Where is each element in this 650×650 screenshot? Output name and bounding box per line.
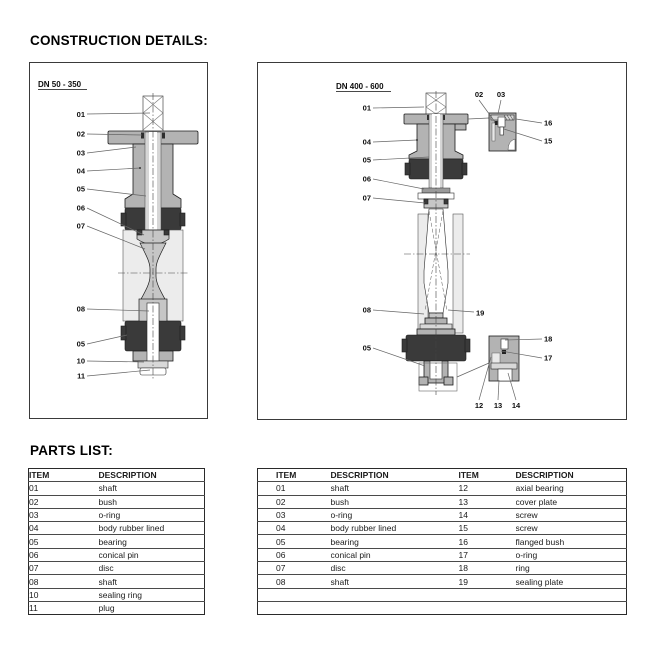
callout-07: 07 xyxy=(362,193,371,203)
diagram-panel-dn50-350 xyxy=(29,62,208,419)
callout-18: 18 xyxy=(544,334,553,344)
callout-03: 03 xyxy=(496,90,506,99)
description-cell: sealing plate xyxy=(516,575,627,588)
description-cell: ring xyxy=(516,562,627,575)
item-cell xyxy=(258,588,331,601)
col-header-description: DESCRIPTION xyxy=(98,470,157,481)
cover-plate-band xyxy=(491,363,517,369)
callout-05: 05 xyxy=(362,155,371,165)
item-cell: 15 xyxy=(459,522,516,535)
valve-drawing-dn50-350 xyxy=(30,63,207,418)
table-row xyxy=(29,508,205,521)
item-cell: 16 xyxy=(459,535,516,548)
diagram-panel-dn400-600 xyxy=(257,62,627,420)
table-row xyxy=(258,548,627,561)
bearing-part xyxy=(501,339,508,349)
item-cell: 11 xyxy=(29,601,99,614)
callout-11: 11 xyxy=(77,371,85,381)
valve-drawing-dn400-600 xyxy=(258,63,626,419)
item-cell: 06 xyxy=(258,548,331,561)
callout-19: 19 xyxy=(476,308,485,318)
callout-05b: 05 xyxy=(362,343,371,353)
description-cell: shaft xyxy=(331,575,459,588)
description-cell: screw xyxy=(516,522,627,535)
callout-02: 02 xyxy=(474,90,484,99)
callout-03: 03 xyxy=(76,148,85,158)
gland-ear-left xyxy=(405,163,410,175)
description-cell: plug xyxy=(99,601,205,614)
range-label-dn400-600: DN 400 - 600 xyxy=(336,82,384,91)
range-label-dn50-350: DN 50 - 350 xyxy=(38,80,82,89)
foot-left xyxy=(419,377,428,385)
callout-08: 08 xyxy=(362,305,371,315)
o-ring-right xyxy=(162,133,165,139)
description-cell: conical pin xyxy=(99,548,205,561)
description-cell: screw xyxy=(516,508,627,521)
description-cell xyxy=(516,601,627,614)
callout-04: 04 xyxy=(76,166,85,176)
item-cell xyxy=(459,601,516,614)
callout-17: 17 xyxy=(544,353,553,363)
valve-body-dn400-600 xyxy=(402,91,470,395)
foot-right xyxy=(444,377,453,385)
lower-gland-ear-right xyxy=(180,326,185,340)
description-cell xyxy=(331,588,459,601)
table-row xyxy=(29,575,205,588)
description-cell: conical pin xyxy=(331,548,459,561)
item-cell: 05 xyxy=(29,535,99,548)
callout-01: 01 xyxy=(362,103,371,113)
item-cell: 04 xyxy=(258,522,331,535)
table-row xyxy=(258,522,627,535)
item-cell xyxy=(459,588,516,601)
table-row xyxy=(29,562,205,575)
description-cell: disc xyxy=(331,562,459,575)
description-cell: o-ring xyxy=(516,548,627,561)
pin-right xyxy=(164,230,169,235)
description-cell: axial bearing xyxy=(516,482,627,495)
table-header-row xyxy=(29,469,205,482)
table-row xyxy=(29,495,205,508)
description-cell: sealing ring xyxy=(99,588,205,601)
description-cell: cover plate xyxy=(516,495,627,508)
description-cell xyxy=(331,601,459,614)
item-cell: 03 xyxy=(258,508,331,521)
callout-12: 12 xyxy=(474,401,484,410)
item-cell: 17 xyxy=(459,548,516,561)
table-row xyxy=(258,562,627,575)
col-header-description-1: DESCRIPTION xyxy=(330,470,389,481)
callout-13: 13 xyxy=(493,401,503,410)
description-cell: bush xyxy=(331,495,459,508)
description-cell: shaft xyxy=(99,575,205,588)
item-cell: 07 xyxy=(258,562,331,575)
table-row xyxy=(258,575,627,588)
body-wall-right xyxy=(453,214,463,333)
item-cell: 12 xyxy=(459,482,516,495)
o-ring-left xyxy=(141,133,144,139)
callout-05b: 05 xyxy=(76,339,85,349)
description-cell: o-ring xyxy=(99,508,205,521)
top-detail-inset xyxy=(468,113,516,151)
callout-04: 04 xyxy=(362,137,371,147)
description-cell: bearing xyxy=(331,535,459,548)
item-cell: 08 xyxy=(29,575,99,588)
screw-shaft xyxy=(500,127,504,135)
item-cell xyxy=(258,601,331,614)
description-cell: disc xyxy=(99,562,205,575)
item-cell: 06 xyxy=(29,548,99,561)
table-row xyxy=(29,588,205,601)
item-cell: 05 xyxy=(258,535,331,548)
item-cell: 01 xyxy=(29,482,99,495)
item-cell: 01 xyxy=(258,482,331,495)
table-row xyxy=(29,522,205,535)
parts-list-title: PARTS LIST: xyxy=(30,443,113,458)
table-row xyxy=(29,535,205,548)
table-row xyxy=(29,482,205,495)
description-cell: shaft xyxy=(331,482,459,495)
lower-gland-ear-left xyxy=(121,326,126,340)
callout-02: 02 xyxy=(76,129,85,139)
col-header-item-2: ITEM xyxy=(458,470,479,481)
lower-gland-ear-left xyxy=(402,339,407,352)
callout-05: 05 xyxy=(76,184,85,194)
item-cell: 02 xyxy=(258,495,331,508)
col-header-item-1: ITEM xyxy=(276,470,297,481)
callout-14: 14 xyxy=(511,401,521,410)
col-header-item: ITEM xyxy=(29,470,50,481)
parts-table-left xyxy=(28,468,205,615)
shaft-top xyxy=(143,96,163,132)
callout-08: 08 xyxy=(76,304,85,314)
callout-16: 16 xyxy=(544,118,553,128)
description-cell xyxy=(516,588,627,601)
item-cell: 07 xyxy=(29,562,99,575)
description-cell: bush xyxy=(99,495,205,508)
item-cell: 14 xyxy=(459,508,516,521)
table-row xyxy=(258,508,627,521)
gland-ear-right xyxy=(462,163,467,175)
table-row xyxy=(258,495,627,508)
construction-details-title: CONSTRUCTION DETAILS: xyxy=(30,33,208,48)
callout-labels xyxy=(77,110,86,381)
item-cell: 04 xyxy=(29,522,99,535)
description-cell: bearing xyxy=(99,535,205,548)
item-cell: 10 xyxy=(29,588,99,601)
callout-06: 06 xyxy=(362,174,371,184)
callout-10: 10 xyxy=(76,356,85,366)
table-row xyxy=(29,548,205,561)
callout-15: 15 xyxy=(544,136,553,146)
description-cell: body rubber lined xyxy=(99,522,205,535)
description-cell: shaft xyxy=(99,482,205,495)
item-cell: 18 xyxy=(459,562,516,575)
parts-table-right xyxy=(257,468,627,615)
description-cell: o-ring xyxy=(331,508,459,521)
table-row-empty xyxy=(258,601,627,614)
inset-slot xyxy=(492,123,495,141)
item-cell: 08 xyxy=(258,575,331,588)
item-cell: 02 xyxy=(29,495,99,508)
screw-head xyxy=(498,117,505,127)
description-cell: body rubber lined xyxy=(331,522,459,535)
gland-ear-left xyxy=(121,213,126,226)
item-cell: 19 xyxy=(459,575,516,588)
description-cell: flanged bush xyxy=(516,535,627,548)
col-header-description-2: DESCRIPTION xyxy=(515,470,574,481)
item-cell: 13 xyxy=(459,495,516,508)
hub-pin-right xyxy=(444,199,448,204)
table-header-row xyxy=(258,469,627,482)
lower-gland-ear-right xyxy=(465,339,470,352)
gland-ear-right xyxy=(180,213,185,226)
callout-06: 06 xyxy=(76,203,85,213)
table-row xyxy=(258,535,627,548)
table-row xyxy=(258,482,627,495)
item-cell: 03 xyxy=(29,508,99,521)
table-row xyxy=(29,601,205,614)
callout-07: 07 xyxy=(76,221,85,231)
table-row-empty xyxy=(258,588,627,601)
callout-01: 01 xyxy=(76,110,85,119)
